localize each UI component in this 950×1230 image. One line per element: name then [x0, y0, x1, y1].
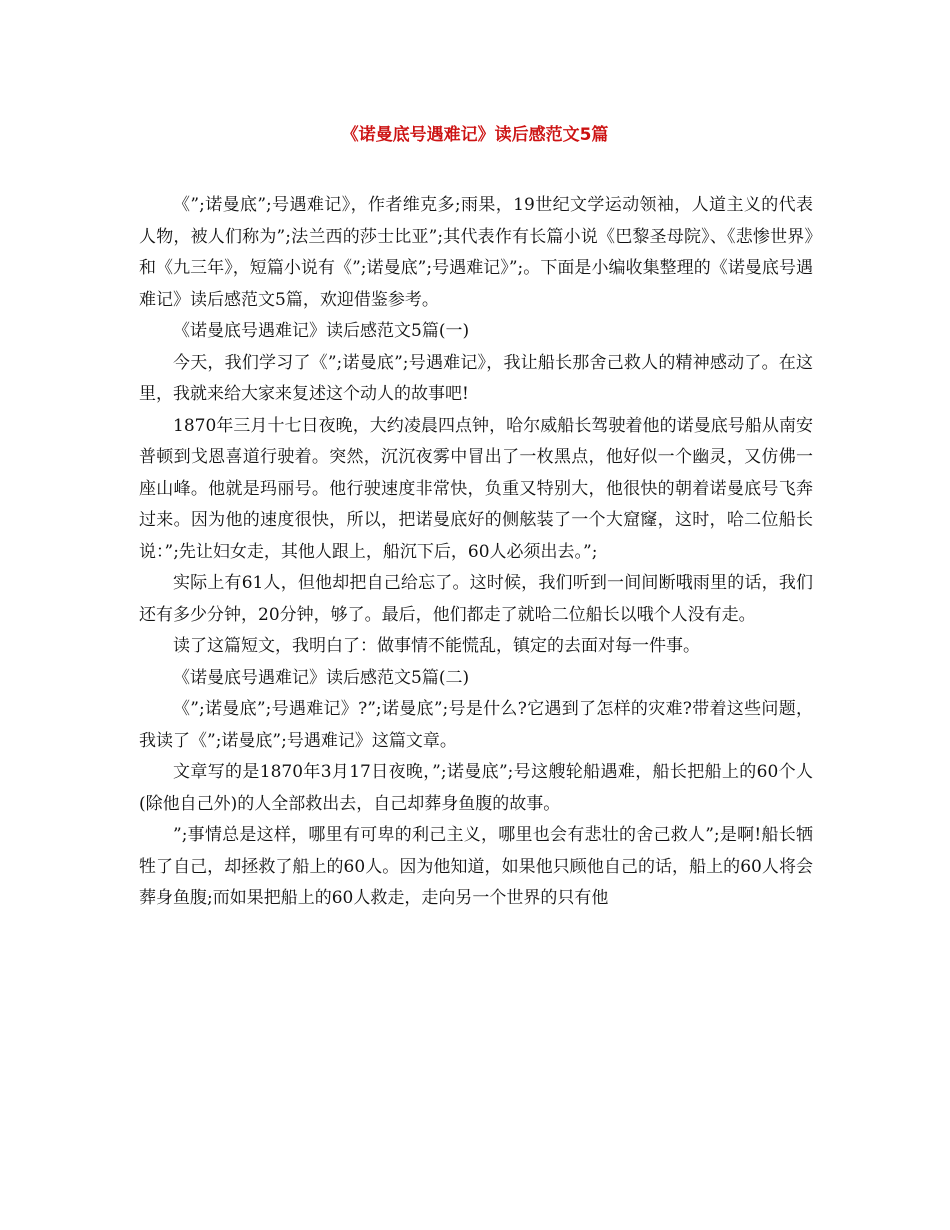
- body-paragraph: 读了这篇短文，我明白了：做事情不能慌乱，镇定的去面对每一件事。: [173, 636, 700, 656]
- body-paragraph: 文章写的是1870年3月17日夜晚，”;诺曼底”;号这艘轮船遇难，船长把船上的60个人(除他自己外)的人全部救出去，自己却葬身鱼腹的故事。: [139, 762, 813, 814]
- document-title: 《诺曼底号遇难记》读后感范文5篇: [341, 125, 609, 145]
- intro-paragraph: 《”;诺曼底”;号遇难记》，作者维克多;雨果，19世纪文学运动领袖，人道主义的代表人物，被人们称为”;法兰西的莎士比亚”;其代表作有长篇小说《巴黎圣母院》、《悲惨世界》和《九三年》，短篇小说有《”;诺曼底”;号遇难记》”;。下面是小编收集整理的《诺曼底号遇难记》读后感范文5篇，欢迎借鉴参考。: [139, 195, 813, 310]
- section-heading-1: 《诺曼底号遇难记》读后感范文5篇(一): [173, 321, 470, 341]
- body-paragraph: 1870年三月十七日夜晚，大约凌晨四点钟，哈尔威船长驾驶着他的诺曼底号船从南安普顿到戈恩喜道行驶着。突然，沉沉夜雾中冒出了一枚黑点，他好似一个幽灵，又仿佛一座山峰。他就是玛丽号。他行驶速度非常快，负重又特别大，他很快的朝着诺曼底号飞奔过来。因为他的速度很快，所以，把诺曼底好的侧舷装了一个大窟窿，这时，哈二位船长说：”;先让妇女走，其他人跟上，船沉下后，60人必须出去。”;: [139, 415, 813, 562]
- section-heading-2: 《诺曼底号遇难记》读后感范文5篇(二): [173, 667, 470, 688]
- body-paragraph: 实际上有61人，但他却把自己给忘了。这时候，我们听到一间间断哦雨里的话，我们还有多少分钟，20分钟，够了。最后，他们都走了就哈二位船长以哦个人没有走。: [139, 573, 813, 625]
- body-paragraph: 今天，我们学习了《”;诺曼底”;号遇难记》，我让船长那舍己救人的精神感动了。在这里，我就来给大家来复述这个动人的故事吧!: [139, 352, 813, 404]
- document-body: [139, 190, 813, 915]
- body-paragraph: ”;事情总是这样，哪里有可卑的利己主义，哪里也会有悲壮的舍己救人”;是啊!船长牺牲了自己，却拯救了船上的60人。因为他知道，如果他只顾他自己的话，船上的60人将会葬身鱼腹;而如果把船上的60人救走，走向另一个世界的只有他: [139, 825, 813, 908]
- body-paragraph: 《”;诺曼底”;号遇难记》?”;诺曼底”;号是什么?它遇到了怎样的灾难?带着这些问题，我读了《”;诺曼底”;号遇难记》这篇文章。: [139, 699, 813, 751]
